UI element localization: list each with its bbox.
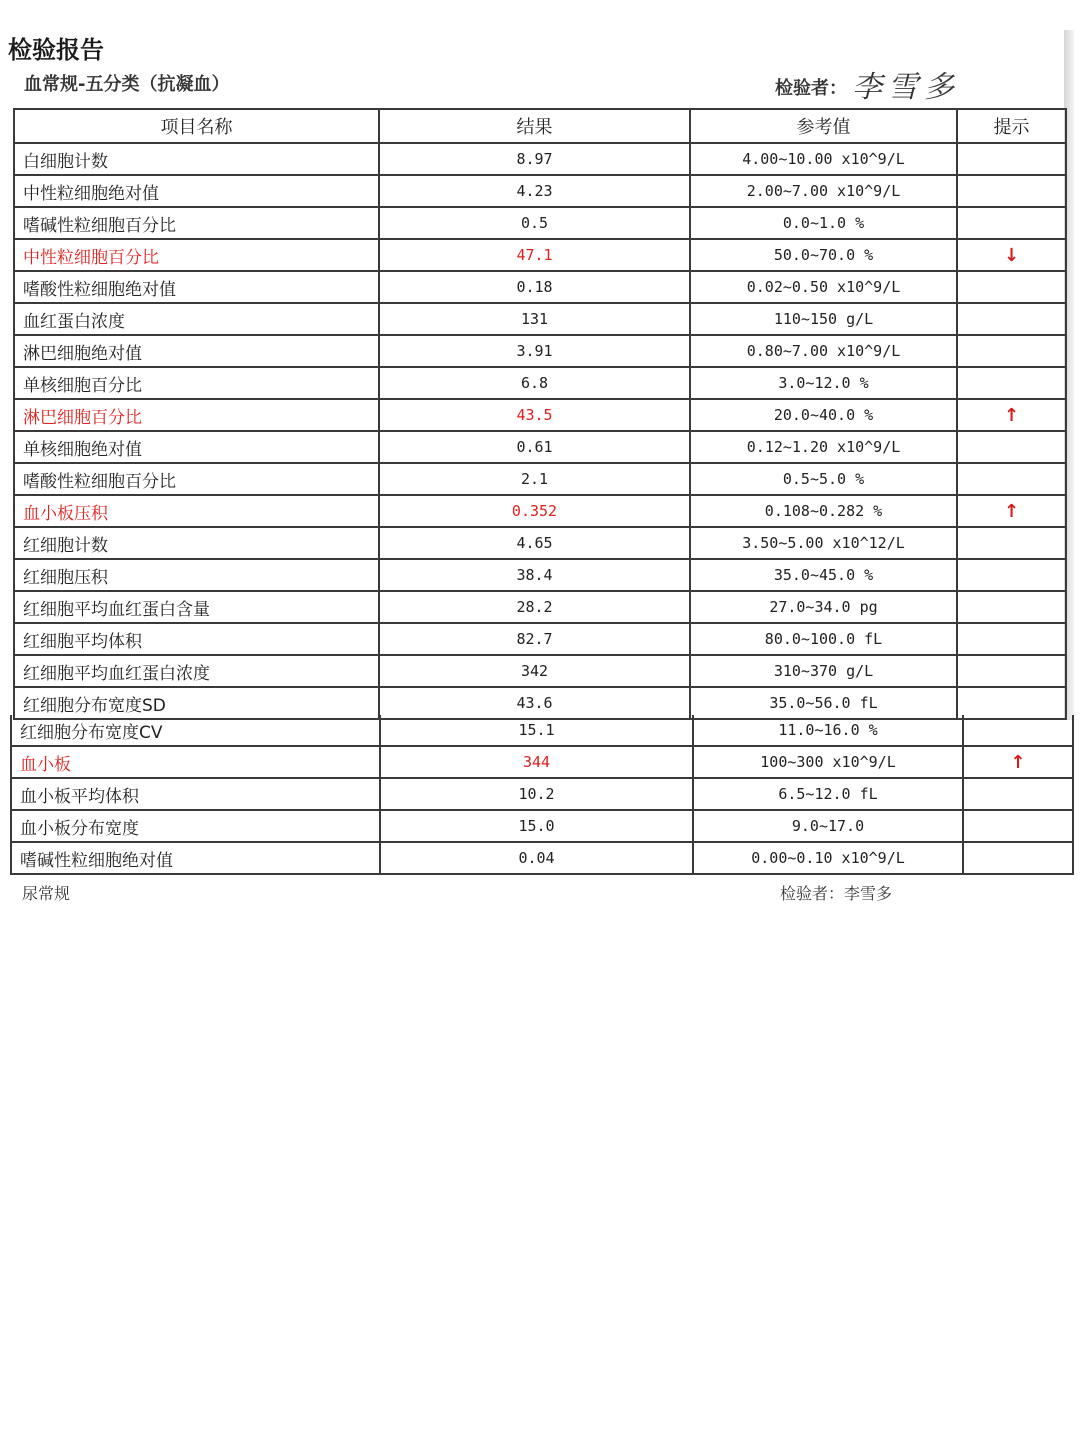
item-name-cell: 单核细胞百分比 bbox=[14, 367, 379, 399]
item-name-cell: 红细胞计数 bbox=[14, 527, 379, 559]
column-header-name: 项目名称 bbox=[14, 109, 379, 143]
flag-arrow-icon: ↑ bbox=[1003, 500, 1020, 522]
table-row bbox=[14, 271, 1066, 303]
item-name-cell: 嗜酸性粒细胞百分比 bbox=[14, 463, 379, 495]
item-name-cell: 血小板 bbox=[11, 746, 380, 778]
table-row bbox=[11, 746, 1073, 778]
table-row bbox=[14, 143, 1066, 175]
table-row bbox=[14, 303, 1066, 335]
item-name-cell: 红细胞平均血红蛋白浓度 bbox=[14, 655, 379, 687]
result-cell: 3.91 bbox=[379, 335, 690, 367]
flag-cell bbox=[957, 399, 1066, 431]
reference-cell: 9.0~17.0 bbox=[693, 810, 963, 842]
flag-cell bbox=[957, 175, 1066, 207]
result-cell: 47.1 bbox=[379, 239, 690, 271]
inspector-signature: 李雪多 bbox=[852, 70, 960, 105]
item-name-cell: 嗜酸性粒细胞绝对值 bbox=[14, 271, 379, 303]
result-cell: 15.0 bbox=[380, 810, 693, 842]
result-cell: 0.5 bbox=[379, 207, 690, 239]
result-cell: 0.04 bbox=[380, 842, 693, 874]
item-name-cell: 单核细胞绝对值 bbox=[14, 431, 379, 463]
reference-cell: 11.0~16.0 % bbox=[693, 715, 963, 746]
result-cell: 0.61 bbox=[379, 431, 690, 463]
column-header-reference: 参考值 bbox=[690, 109, 957, 143]
flag-cell bbox=[957, 655, 1066, 687]
flag-cell bbox=[957, 143, 1066, 175]
result-cell: 10.2 bbox=[380, 778, 693, 810]
cut-off-right-text: 检验者：李雪多 bbox=[780, 884, 893, 903]
reference-cell: 80.0~100.0 fL bbox=[690, 623, 957, 655]
flag-cell bbox=[963, 746, 1073, 778]
result-cell: 0.352 bbox=[379, 495, 690, 527]
result-cell: 38.4 bbox=[379, 559, 690, 591]
table-row bbox=[14, 431, 1066, 463]
table-row bbox=[14, 527, 1066, 559]
item-name-cell: 红细胞平均体积 bbox=[14, 623, 379, 655]
reference-cell: 310~370 g/L bbox=[690, 655, 957, 687]
flag-cell bbox=[963, 842, 1073, 874]
cut-off-left-text: 尿常规 bbox=[22, 884, 71, 903]
reference-cell: 0.02~0.50 x10^9/L bbox=[690, 271, 957, 303]
cut-off-next-section bbox=[10, 875, 1072, 903]
flag-cell bbox=[957, 591, 1066, 623]
flag-cell bbox=[957, 463, 1066, 495]
flag-cell bbox=[963, 810, 1073, 842]
result-cell: 0.18 bbox=[379, 271, 690, 303]
item-name-cell: 中性粒细胞绝对值 bbox=[14, 175, 379, 207]
reference-cell: 3.50~5.00 x10^12/L bbox=[690, 527, 957, 559]
table-row bbox=[11, 842, 1073, 874]
flag-cell bbox=[957, 527, 1066, 559]
item-name-cell: 淋巴细胞百分比 bbox=[14, 399, 379, 431]
result-cell: 43.5 bbox=[379, 399, 690, 431]
result-cell: 8.97 bbox=[379, 143, 690, 175]
table-row bbox=[14, 591, 1066, 623]
reference-cell: 0.80~7.00 x10^9/L bbox=[690, 335, 957, 367]
result-cell: 82.7 bbox=[379, 623, 690, 655]
result-cell: 43.6 bbox=[379, 687, 690, 719]
reference-cell: 35.0~56.0 fL bbox=[690, 687, 957, 719]
results-body bbox=[14, 143, 1066, 719]
result-cell: 15.1 bbox=[380, 715, 693, 746]
results-table bbox=[13, 108, 1067, 720]
table-row bbox=[11, 810, 1073, 842]
reference-cell: 27.0~34.0 pg bbox=[690, 591, 957, 623]
result-cell: 6.8 bbox=[379, 367, 690, 399]
item-name-cell: 血小板分布宽度 bbox=[11, 810, 380, 842]
report-title: 检验报告 bbox=[8, 36, 104, 64]
item-name-cell: 红细胞平均血红蛋白含量 bbox=[14, 591, 379, 623]
table-row bbox=[14, 335, 1066, 367]
flag-cell bbox=[957, 239, 1066, 271]
result-cell: 4.65 bbox=[379, 527, 690, 559]
result-cell: 342 bbox=[379, 655, 690, 687]
flag-cell bbox=[957, 367, 1066, 399]
item-name-cell: 中性粒细胞百分比 bbox=[14, 239, 379, 271]
result-cell: 131 bbox=[379, 303, 690, 335]
table-row bbox=[14, 367, 1066, 399]
reference-cell: 100~300 x10^9/L bbox=[693, 746, 963, 778]
result-cell: 2.1 bbox=[379, 463, 690, 495]
table-row bbox=[14, 495, 1066, 527]
item-name-cell: 血小板平均体积 bbox=[11, 778, 380, 810]
reference-cell: 35.0~45.0 % bbox=[690, 559, 957, 591]
table-row bbox=[14, 175, 1066, 207]
item-name-cell: 血红蛋白浓度 bbox=[14, 303, 379, 335]
result-cell: 4.23 bbox=[379, 175, 690, 207]
result-cell: 28.2 bbox=[379, 591, 690, 623]
reference-cell: 2.00~7.00 x10^9/L bbox=[690, 175, 957, 207]
table-row bbox=[14, 239, 1066, 271]
reference-cell: 6.5~12.0 fL bbox=[693, 778, 963, 810]
flag-arrow-icon: ↓ bbox=[1003, 244, 1020, 266]
reference-cell: 4.00~10.00 x10^9/L bbox=[690, 143, 957, 175]
reference-cell: 0.00~0.10 x10^9/L bbox=[693, 842, 963, 874]
reference-cell: 0.108~0.282 % bbox=[690, 495, 957, 527]
table-row bbox=[14, 655, 1066, 687]
flag-cell bbox=[957, 431, 1066, 463]
reference-cell: 110~150 g/L bbox=[690, 303, 957, 335]
results-table-continued bbox=[10, 715, 1074, 875]
table-row bbox=[14, 623, 1066, 655]
reference-cell: 0.12~1.20 x10^9/L bbox=[690, 431, 957, 463]
item-name-cell: 淋巴细胞绝对值 bbox=[14, 335, 379, 367]
column-header-result: 结果 bbox=[379, 109, 690, 143]
table-row bbox=[14, 399, 1066, 431]
result-cell: 344 bbox=[380, 746, 693, 778]
report-subtitle: 血常规-五分类（抗凝血） bbox=[24, 74, 230, 95]
reference-cell: 50.0~70.0 % bbox=[690, 239, 957, 271]
flag-cell bbox=[963, 778, 1073, 810]
flag-cell bbox=[957, 207, 1066, 239]
item-name-cell: 红细胞分布宽度SD bbox=[14, 687, 379, 719]
flag-cell bbox=[957, 623, 1066, 655]
item-name-cell: 嗜碱性粒细胞百分比 bbox=[14, 207, 379, 239]
reference-cell: 0.5~5.0 % bbox=[690, 463, 957, 495]
reference-cell: 20.0~40.0 % bbox=[690, 399, 957, 431]
inspector-label: 检验者： bbox=[775, 78, 847, 99]
item-name-cell: 红细胞分布宽度CV bbox=[11, 715, 380, 746]
flag-cell bbox=[957, 495, 1066, 527]
flag-arrow-icon: ↑ bbox=[1010, 751, 1026, 773]
table-row bbox=[14, 559, 1066, 591]
flag-cell bbox=[957, 271, 1066, 303]
item-name-cell: 血小板压积 bbox=[14, 495, 379, 527]
flag-arrow-icon: ↑ bbox=[1003, 404, 1020, 426]
item-name-cell: 嗜碱性粒细胞绝对值 bbox=[11, 842, 380, 874]
table-row bbox=[14, 463, 1066, 495]
results-body-continued bbox=[11, 715, 1073, 874]
item-name-cell: 红细胞压积 bbox=[14, 559, 379, 591]
flag-cell bbox=[963, 715, 1073, 746]
item-name-cell: 白细胞计数 bbox=[14, 143, 379, 175]
table-header-row bbox=[14, 109, 1066, 143]
flag-cell bbox=[957, 559, 1066, 591]
reference-cell: 0.0~1.0 % bbox=[690, 207, 957, 239]
table-row bbox=[14, 207, 1066, 239]
table-row bbox=[11, 778, 1073, 810]
column-header-flag: 提示 bbox=[957, 109, 1066, 143]
reference-cell: 3.0~12.0 % bbox=[690, 367, 957, 399]
flag-cell bbox=[957, 303, 1066, 335]
flag-cell bbox=[957, 335, 1066, 367]
table-row bbox=[11, 715, 1073, 746]
